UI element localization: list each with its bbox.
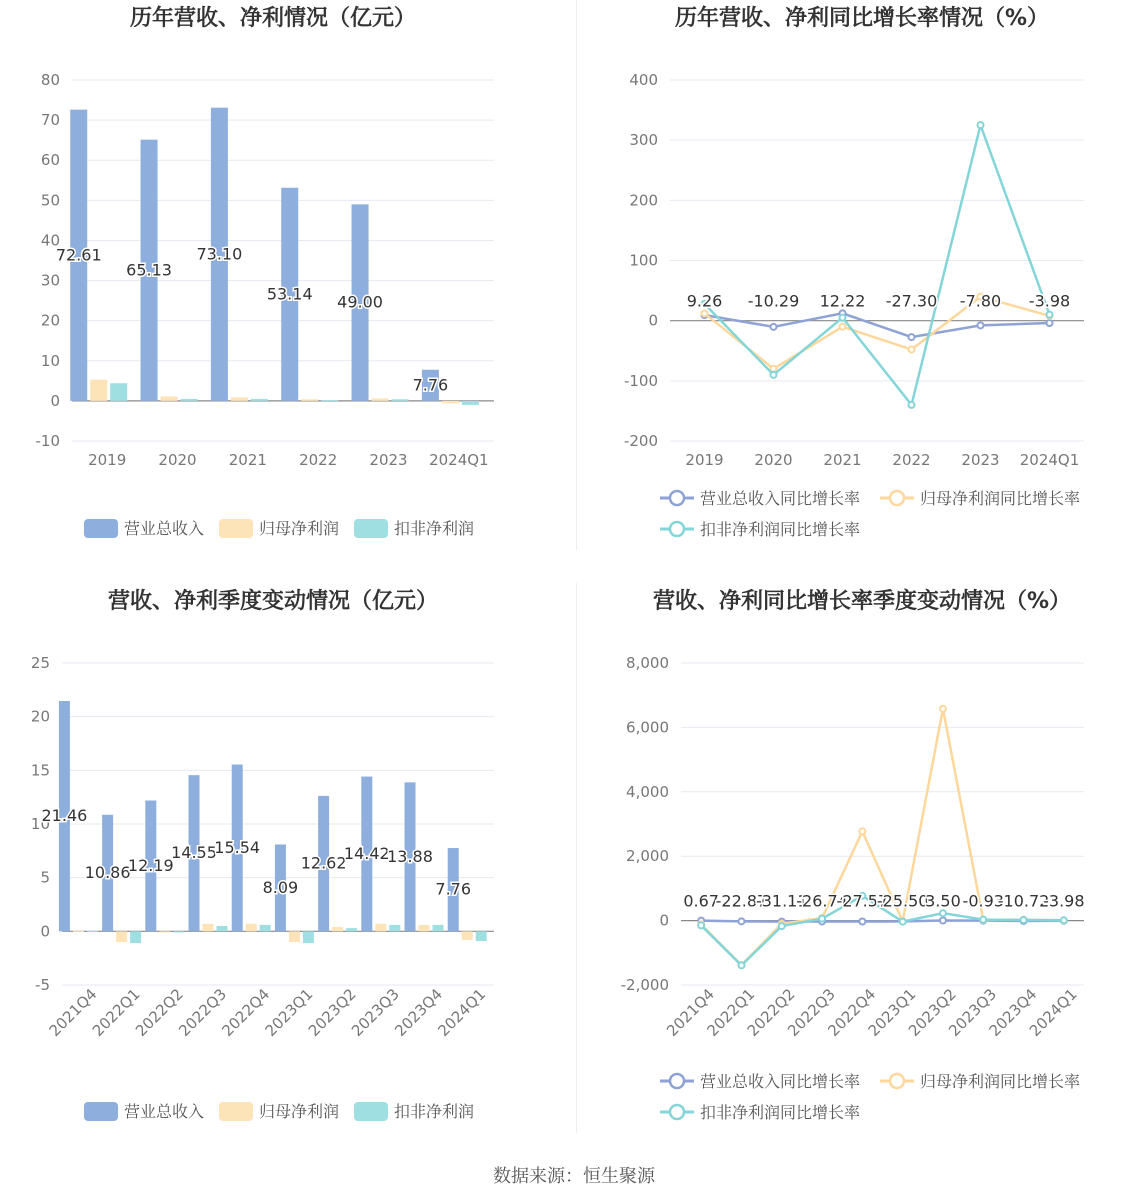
- legend-swatch: [354, 519, 388, 538]
- legend-swatch: [219, 1102, 253, 1121]
- bar: [116, 931, 127, 942]
- bar: [203, 924, 214, 932]
- x-tick-label: 2024Q1: [1025, 985, 1081, 1040]
- bar: [73, 931, 84, 932]
- x-tick-label: 2021: [228, 451, 267, 469]
- bar: [433, 925, 444, 931]
- bar-value-label: 21.46: [41, 806, 88, 826]
- x-tick-label: 2022: [892, 451, 931, 469]
- bar: [251, 399, 268, 401]
- legend-label: 营业总收入: [124, 1102, 205, 1121]
- quarterly-growth-chart: [577, 583, 1148, 1158]
- growth-value-label: -25.50: [876, 891, 929, 911]
- growth-value-label: -3.98: [1043, 891, 1085, 911]
- bar: [173, 931, 184, 932]
- bar-value-label: 14.42: [343, 843, 390, 863]
- bar-value-label: 12.62: [300, 853, 347, 873]
- bar: [301, 399, 318, 401]
- y-tick-label: 4,000: [626, 782, 669, 801]
- series-point: [859, 828, 865, 834]
- growth-value-label: -27.57: [836, 891, 889, 911]
- x-tick-label: 2022Q4: [824, 985, 880, 1040]
- series-point: [738, 962, 744, 968]
- y-tick-label: 2,000: [626, 847, 669, 866]
- chart-title: 历年营收、净利同比增长率情况（%）: [674, 6, 1050, 31]
- x-tick-label: 2023Q3: [348, 985, 403, 1040]
- bar: [87, 931, 98, 932]
- y-tick-label: -10: [35, 432, 60, 450]
- series-point: [1047, 312, 1053, 318]
- series-point: [1021, 917, 1027, 923]
- x-tick-label: 2024Q1: [434, 985, 490, 1040]
- series-point: [840, 324, 846, 330]
- legend-label: 营业总收入同比增长率: [700, 489, 861, 508]
- y-tick-label: 200: [629, 191, 658, 210]
- bar-value-label: 12.19: [127, 855, 174, 875]
- legend-label: 扣非净利润: [394, 519, 475, 538]
- legend-label: 归母净利润同比增长率: [920, 489, 1081, 508]
- x-tick-label: 2022Q3: [175, 985, 231, 1040]
- y-tick-label: 80: [40, 71, 60, 89]
- x-tick-label: 2023Q3: [945, 985, 1001, 1040]
- legend-label: 归母净利润同比增长率: [920, 1072, 1081, 1091]
- y-tick-label: 15: [30, 761, 50, 780]
- x-tick-label: 2024Q1: [1019, 451, 1080, 469]
- series-point: [909, 402, 915, 408]
- x-tick-label: 2023: [961, 451, 1000, 469]
- x-tick-label: 2023Q1: [864, 985, 920, 1040]
- growth-value-label: 9.26: [686, 291, 723, 311]
- series-point: [738, 918, 744, 924]
- x-tick-label: 2023Q2: [304, 985, 360, 1040]
- legend-label: 归母净利润: [259, 1102, 340, 1121]
- legend-swatch: [354, 1102, 388, 1121]
- x-tick-label: 2021Q4: [45, 985, 101, 1040]
- legend-label: 扣非净利润同比增长率: [700, 1103, 861, 1122]
- x-tick-label: 2024Q1: [429, 451, 489, 469]
- legend-swatch: [219, 519, 253, 538]
- bar: [346, 928, 357, 931]
- divider-bottom: [576, 583, 577, 1133]
- annual-growth-chart: [577, 0, 1148, 575]
- growth-value-label: 3.50: [925, 891, 961, 911]
- y-tick-label: -100: [623, 371, 658, 390]
- bar: [332, 927, 343, 931]
- growth-value-label: -26.74: [796, 891, 848, 911]
- x-tick-label: 2022Q3: [784, 985, 839, 1040]
- series-point: [940, 917, 946, 923]
- annual-revenue-profit-chart: [0, 0, 574, 575]
- annual-revenue-profit-panel: [0, 0, 574, 575]
- legend-swatch: [84, 1102, 118, 1121]
- x-tick-label: 2023Q4: [391, 985, 447, 1040]
- series-point: [698, 922, 704, 928]
- series-point: [940, 910, 946, 916]
- bar: [389, 925, 400, 931]
- y-tick-label: -2,000: [620, 976, 669, 994]
- y-tick-label: 10: [40, 351, 60, 370]
- x-tick-label: 2023Q1: [261, 985, 317, 1040]
- y-tick-label: 10: [30, 815, 50, 833]
- bar-value-label: 7.76: [435, 879, 472, 899]
- data-source-note: 数据来源：恒生聚源: [493, 1166, 655, 1187]
- bar: [462, 401, 479, 405]
- bar: [130, 931, 141, 943]
- divider-top: [576, 0, 577, 550]
- y-tick-label: -200: [623, 432, 658, 450]
- quarterly-revenue-profit-chart: [0, 583, 574, 1158]
- x-tick-label: 2019: [685, 451, 724, 469]
- y-tick-label: 400: [629, 71, 658, 89]
- bar-value-label: 8.09: [262, 877, 299, 897]
- series-point: [909, 334, 915, 340]
- bar-value-label: 49.00: [337, 292, 383, 312]
- bar: [90, 380, 107, 401]
- legend-label: 扣非净利润: [394, 1102, 475, 1121]
- bar: [260, 925, 271, 931]
- bar: [372, 398, 389, 400]
- y-tick-label: 6,000: [626, 718, 669, 737]
- legend-marker: [670, 1074, 684, 1088]
- series-point: [980, 917, 986, 923]
- bar-value-label: 73.10: [196, 244, 243, 264]
- bar-value-label: 65.13: [126, 260, 172, 280]
- growth-value-label: 12.22: [819, 291, 866, 311]
- x-tick-label: 2022Q4: [218, 985, 274, 1040]
- bar: [110, 383, 127, 401]
- growth-value-label: -10.72: [997, 891, 1050, 911]
- bar: [217, 926, 228, 931]
- x-tick-label: 2020: [158, 451, 197, 469]
- series-point: [978, 322, 984, 328]
- x-tick-label: 2022Q1: [703, 985, 759, 1040]
- series-point: [900, 919, 906, 925]
- y-tick-label: 30: [40, 271, 60, 290]
- bar: [161, 396, 178, 400]
- x-tick-label: 2022Q2: [132, 985, 187, 1040]
- bar: [442, 401, 459, 403]
- chart-title: 营收、净利同比增长率季度变动情况（%）: [652, 589, 1072, 614]
- bar: [303, 931, 314, 943]
- series-point: [940, 706, 946, 712]
- growth-value-label: -3.98: [1028, 291, 1071, 311]
- legend-label: 营业总收入: [124, 519, 205, 538]
- bar: [289, 931, 300, 942]
- growth-value-label: 0.67: [683, 891, 719, 911]
- y-tick-label: 60: [40, 151, 60, 170]
- x-tick-label: 2021Q4: [663, 985, 718, 1040]
- series-point: [840, 315, 846, 321]
- series-point: [978, 122, 984, 128]
- y-tick-label: 0: [659, 911, 669, 930]
- x-tick-label: 2020: [754, 451, 793, 469]
- bar: [392, 399, 409, 401]
- legend-label: 归母净利润: [259, 519, 340, 538]
- growth-value-label: -31.11: [755, 891, 808, 911]
- legend-label: 营业总收入同比增长率: [700, 1072, 861, 1091]
- series-line: [705, 313, 1050, 337]
- growth-value-label: -10.29: [747, 291, 800, 311]
- y-tick-label: 50: [40, 191, 60, 210]
- y-tick-label: 20: [40, 311, 60, 330]
- legend-marker: [890, 491, 904, 505]
- series-point: [702, 310, 708, 316]
- y-tick-label: 8,000: [626, 654, 669, 672]
- bar: [462, 931, 473, 940]
- series-point: [779, 923, 785, 929]
- series-point: [1047, 320, 1053, 326]
- legend-marker: [670, 491, 684, 505]
- chart-title: 营收、净利季度变动情况（亿元）: [107, 589, 439, 614]
- y-tick-label: 300: [629, 131, 658, 150]
- bar-value-label: 14.55: [171, 843, 217, 863]
- legend-marker: [670, 1105, 684, 1119]
- bar-value-label: 7.76: [412, 375, 449, 395]
- y-tick-label: 0: [50, 391, 60, 410]
- bar-value-label: 53.14: [266, 284, 313, 304]
- y-tick-label: 0: [648, 311, 658, 330]
- x-tick-label: 2023Q4: [985, 985, 1041, 1040]
- x-tick-label: 2023: [369, 451, 408, 469]
- series-point: [859, 918, 865, 924]
- bar: [181, 399, 198, 401]
- legend-label: 扣非净利润同比增长率: [700, 520, 861, 539]
- y-tick-label: -5: [35, 976, 50, 994]
- series-point: [909, 347, 915, 353]
- series-point: [771, 372, 777, 378]
- bar-value-label: 10.86: [84, 863, 131, 883]
- bar: [419, 925, 430, 931]
- x-tick-label: 2021: [823, 451, 862, 469]
- legend-marker: [670, 522, 684, 536]
- bar: [231, 397, 248, 401]
- series-line: [705, 125, 1050, 405]
- series-point: [771, 324, 777, 330]
- growth-value-label: -0.93: [962, 891, 1004, 911]
- growth-value-label: -27.30: [885, 291, 938, 311]
- y-tick-label: 25: [30, 654, 50, 672]
- growth-value-label: -22.87: [715, 891, 768, 911]
- bar: [476, 931, 487, 941]
- y-tick-label: 40: [40, 231, 60, 250]
- x-tick-label: 2022: [299, 451, 338, 469]
- bar: [159, 931, 170, 932]
- bar: [321, 400, 338, 401]
- series-line: [701, 709, 1064, 965]
- bar-value-label: 13.88: [387, 846, 433, 866]
- y-tick-label: 5: [40, 868, 50, 887]
- bar: [246, 924, 257, 932]
- y-tick-label: 70: [40, 111, 60, 130]
- growth-value-label: -7.80: [959, 291, 1002, 311]
- y-tick-label: 20: [30, 707, 50, 726]
- series-point: [819, 916, 825, 922]
- bar: [375, 924, 386, 932]
- annual-growth-panel: [577, 0, 1148, 575]
- bar-value-label: 72.61: [55, 245, 102, 265]
- y-tick-label: 100: [629, 251, 658, 270]
- legend-marker: [890, 1074, 904, 1088]
- x-tick-label: 2022Q1: [88, 985, 144, 1040]
- series-point: [1061, 917, 1067, 923]
- x-tick-label: 2019: [88, 451, 127, 469]
- quarterly-revenue-profit-panel: [0, 583, 574, 1158]
- y-tick-label: 0: [40, 922, 50, 941]
- bar-value-label: 15.54: [214, 837, 261, 857]
- x-tick-label: 2023Q2: [904, 985, 960, 1040]
- x-tick-label: 2022Q2: [743, 985, 799, 1040]
- quarterly-growth-panel: [577, 583, 1148, 1158]
- chart-title: 历年营收、净利情况（亿元）: [129, 6, 417, 31]
- legend-swatch: [84, 519, 118, 538]
